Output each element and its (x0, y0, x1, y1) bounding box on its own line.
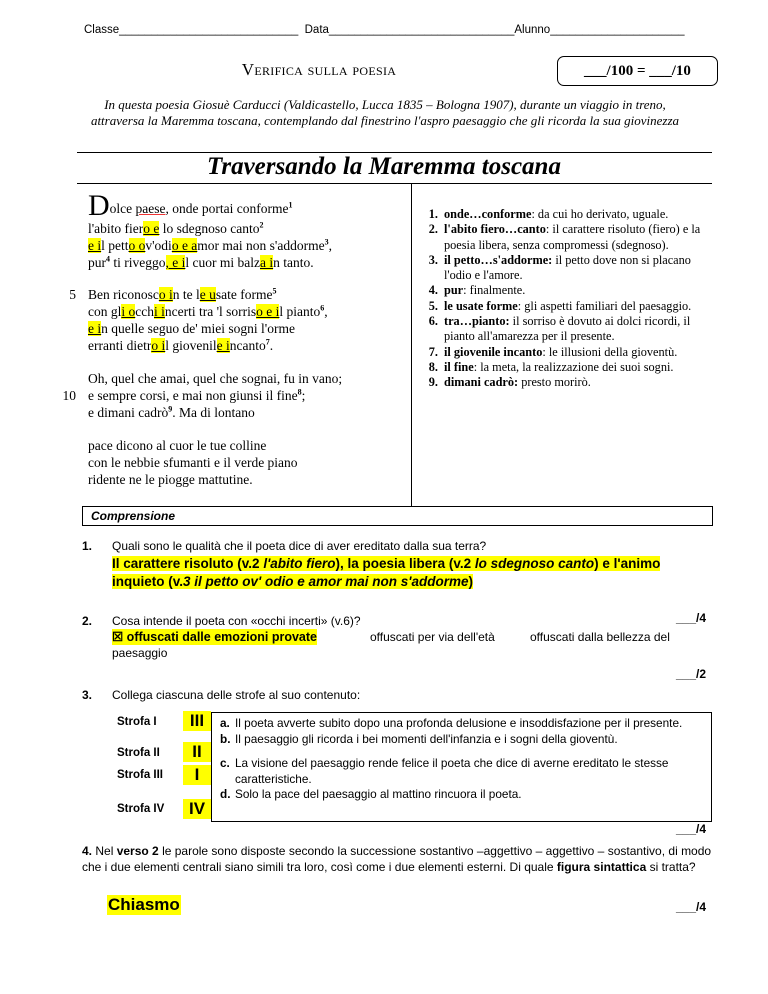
poem-line: con le nebbie sfumanti e il verde piano (88, 455, 298, 470)
strofa-answer[interactable]: II (183, 742, 211, 762)
strofa-answer[interactable]: I (183, 765, 211, 785)
poem-stanza-4 (88, 437, 298, 488)
line-number: 5 (69, 287, 76, 302)
footnotes (418, 207, 718, 391)
option-continued: paesaggio (112, 646, 168, 660)
poem-line: erranti dietro il giovenile incanto$^7$. (88, 337, 274, 353)
question-text: 4. Nel verso 2 le parole sono disposte secondo la successione sostantivo –aggettivo – aggettivo – sostantivo, di modo che i due elementi centrali siano simili tra loro, così come i due elementi esterni. Di quale figura sintattica si tratta? (82, 844, 712, 874)
option[interactable]: offuscati dalla bellezza del (530, 630, 670, 644)
footnote: 9. dimani cadrò: presto morirò. (428, 375, 591, 390)
footnote: 1. onde…conforme: da cui ho derivato, uguale. (428, 207, 669, 221)
page-title: Verifica sulla poesia (241, 60, 397, 79)
footnote: 3. il petto…s'addorme: il petto dove non si placano l'odio e l'amore. (428, 252, 691, 283)
question-number: 3. (82, 688, 93, 702)
strofa-answer[interactable]: III (183, 711, 211, 731)
strofa-label: Strofa III (117, 769, 164, 781)
column-divider (411, 183, 412, 506)
score-q2[interactable]: ___/2 (676, 667, 707, 681)
question-4 (82, 843, 714, 875)
question-text: Collega ciascuna delle strofe al suo contenuto: (112, 688, 361, 702)
student-header[interactable]: Classe____________________________ Data_____________________________Alunno_____________________ (84, 24, 685, 36)
poem-line: Dolce paese, onde portai conforme$^1$ (88, 189, 293, 222)
strofa-label: Strofa I (117, 716, 157, 728)
poem-line: e il petto ov'odio e amor mai non s'addorme$^3$, (88, 237, 332, 253)
footnote: 6. tra…pianto: il sorriso è dovuto ai dolci ricordi, il pianto all'amarezza per il presente. (428, 314, 691, 344)
intro-text: In questa poesia Giosuè Carducci (Valdicastello, Lucca 1835 – Bologna 1907), durante un viaggio in treno, attraversa la Maremma toscana, contemplando dal finestrino l'aspro paesaggio che gli ricorda la sua giovinezza (90, 97, 680, 128)
poem-line: l'abito fiero e lo sdegnoso canto$^2$ (88, 220, 264, 236)
poem-line: Oh, quel che amai, quel che sognai, fu in vano; (88, 371, 343, 386)
poem-line: pace dicono al cuor le tue colline (88, 438, 267, 453)
footnote: 4. pur: finalmente. (428, 283, 526, 298)
poem-line: pur$^4$ ti riveggo, e il cuor mi balza in tanto. (88, 254, 314, 270)
option[interactable]: offuscati per via dell'età (370, 630, 495, 644)
question-number: 2. (82, 614, 93, 628)
score-q3[interactable]: ___/4 (676, 822, 707, 836)
section-comprensione: Comprensione (82, 506, 713, 526)
matching-option: c. La visione del paesaggio rende felice il poeta che dice di averne ereditato le stesse caratteristiche. (220, 756, 669, 786)
question-2 (82, 613, 712, 661)
question-3 (82, 687, 712, 703)
score-q1[interactable]: ___/4 (676, 611, 707, 625)
footnote: 8. il fine: la meta, la realizzazione dei suoi sogni. (428, 359, 674, 374)
score-q4[interactable]: ___/4 (676, 900, 707, 914)
poem-line: con gli occhi incerti tra 'l sorriso e il pianto$^6$, (88, 303, 328, 319)
total-score-box[interactable]: ___/100 = ___/10 (557, 56, 718, 86)
footnote: 7. il giovenile incanto: le illusioni della gioventù. (428, 344, 678, 359)
question-text: Cosa intende il poeta con «occhi incerti» (v.6)? (112, 614, 361, 628)
matching-options (211, 712, 712, 822)
question-text: Quali sono le qualità che il poeta dice di aver ereditato dalla sua terra? (112, 539, 487, 553)
matching-option: a. Il poeta avverte subito dopo una profonda delusione e insoddisfazione per il presente. (220, 716, 683, 730)
strofa-label: Strofa II (117, 747, 160, 759)
poem-title: Traversando la Maremma toscana (207, 153, 561, 180)
answer-1[interactable]: Il carattere risoluto (v.2 l'abito fiero), la poesia libera (v.2 lo sdegnoso canto) e l'animo inquieto (v.3 il petto ov' odio e amor mai non s'addorme) (112, 556, 661, 589)
question-1 (82, 538, 712, 591)
poem-stanza-2 (69, 286, 328, 354)
poem-line: e in quelle seguo de' miei sogni l'orme (88, 321, 295, 336)
poem-stanza-3 (62, 370, 343, 421)
matching-option: d. Solo la pace del paesaggio al mattino rincuora il poeta. (220, 787, 522, 801)
strofa-answer[interactable]: IV (183, 799, 211, 819)
poem-stanza-1 (88, 189, 332, 271)
strofa-label: Strofa IV (117, 803, 165, 815)
poem-line: 5 Ben riconosco in te le usate forme$^5$ (88, 286, 328, 303)
poem-line: e dimani cadrò$^9$. Ma di lontano (88, 404, 255, 420)
answer-4[interactable]: Chiasmo (108, 895, 180, 914)
divider (77, 183, 712, 184)
poem-line: ridente ne le piogge mattutine. (88, 472, 253, 487)
line-number: 10 (62, 388, 76, 403)
matching-option: b. Il paesaggio gli ricorda i bei momenti dell'infanzia e i sogni della gioventù. (220, 731, 618, 746)
footnote: 2. l'abito fiero…canto: il carattere risoluto (fiero) e la poesia libera, senza compromessi (sdegnoso). (428, 222, 701, 252)
option-selected[interactable]: ☒ offuscati dalle emozioni provate (112, 630, 317, 644)
footnote: 5. le usate forme: gli aspetti familiari del paesaggio. (428, 298, 692, 313)
poem-line: 10 e sempre corsi, e mai non giunsi il fine$^8$; (88, 387, 342, 404)
question-number: 1. (82, 539, 93, 553)
